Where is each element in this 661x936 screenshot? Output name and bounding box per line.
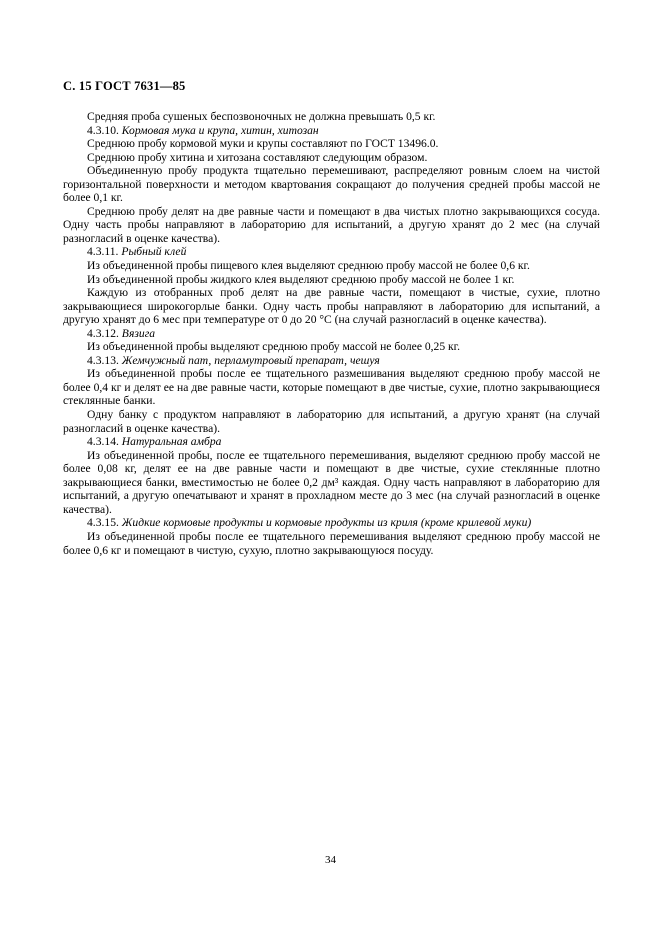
section-number: 4.3.11. [87, 245, 119, 259]
paragraph: Среднюю пробу кормовой муки и крупы составляют по ГОСТ 13496.0. [87, 137, 439, 151]
page-number: 34 [325, 854, 336, 866]
section-heading-4-3-10 [63, 124, 600, 138]
section-number: 4.3.14. [87, 435, 119, 449]
paragraph: Средняя проба сушеных беспозвоночных не должна превышать 0,5 кг. [87, 110, 436, 123]
paragraph: Из объединенной пробы выделяют среднюю пробу массой не более 0,25 кг. [87, 340, 461, 354]
paragraph: Из объединенной пробы после ее тщательного размешивания выделяют среднюю пробу массой не более 0,4 кг и делят ее на две равные части, которые помещают в две чистые, сухие, плотно закрывающиеся стеклянные банки. [63, 367, 600, 408]
section-number: 4.3.10. [87, 123, 119, 137]
section-heading-4-3-15 [63, 516, 600, 530]
paragraph: Среднюю пробу делят на две равные части и помещают в два чистых плотно закрывающихся сосуда. Одну часть пробы направляют в лабораторию для испытаний, а другую хранят до 2 мес (на случай разногласий в оценке качества). [63, 204, 600, 245]
paragraph: Среднюю пробу хитина и хитозана составляют следующим образом. [87, 150, 428, 164]
section-title: Жемчужный пат, перламутровый препарат, чешуя [121, 353, 380, 367]
paragraph: Из объединенной пробы после ее тщательного перемешивания выделяют среднюю пробу массой не более 0,6 кг и помещают в чистую, сухую, плотно закрывающуюся посуду. [63, 529, 600, 557]
section-heading-4-3-14 [63, 435, 600, 449]
section-title: Кормовая мука и крупа, хитин, хитозан [121, 123, 319, 137]
paragraph: Из объединенной пробы, после ее тщательного перемешивания, выделяют среднюю пробу массой не более 0,08 кг, делят ее на две равные части и помещают в две чистые, сухие стеклянные плотно закрывающиеся банки, вместимостью не более 0,2 дм³ каждая. Одну часть направляют в лабораторию для испытаний, а другую опечатывают и хранят в прохладном месте до 3 мес (на случай разногласий в оценке качества). [63, 448, 600, 516]
paragraph: Каждую из отобранных проб делят на две равные части, помещают в чистые, сухие, плотно закрывающиеся широкогорлые банки. Одну часть пробы направляют в лабораторию для испытаний, а другую хранят до 6 мес при температуре от 0 до 20 °С (на случай разногласий в оценке качества). [63, 286, 600, 327]
section-number: 4.3.15. [87, 516, 119, 530]
paragraph: Из объединенной пробы пищевого клея выделяют среднюю пробу массой не более 0,6 кг. [87, 259, 530, 273]
section-heading-4-3-13 [63, 354, 600, 368]
running-header: С. 15 ГОСТ 7631—85 [63, 79, 186, 93]
section-heading-4-3-12 [63, 327, 600, 341]
section-title: Вязига [121, 326, 156, 340]
paragraph: Из объединенной пробы жидкого клея выделяют среднюю пробу массой не более 1 кг. [87, 272, 515, 286]
section-title: Натуральная амбра [121, 435, 222, 449]
paragraph: Объединенную пробу продукта тщательно перемешивают, распределяют ровным слоем на чистой горизонтальной поверхности и методом квартования сокращают до получения средней пробы массой не более 0,1 кг. [63, 164, 600, 205]
section-number: 4.3.12. [87, 326, 119, 340]
section-title: Рыбный клей [121, 245, 187, 259]
section-heading-4-3-11 [63, 245, 600, 259]
section-title: Жидкие кормовые продукты и кормовые продукты из криля (кроме крилевой муки) [121, 516, 532, 530]
document-body [63, 110, 600, 557]
paragraph: Одну банку с продуктом направляют в лабораторию для испытаний, а другую хранят (на случай разногласий в оценке качества). [63, 408, 600, 435]
section-number: 4.3.13. [87, 353, 119, 367]
